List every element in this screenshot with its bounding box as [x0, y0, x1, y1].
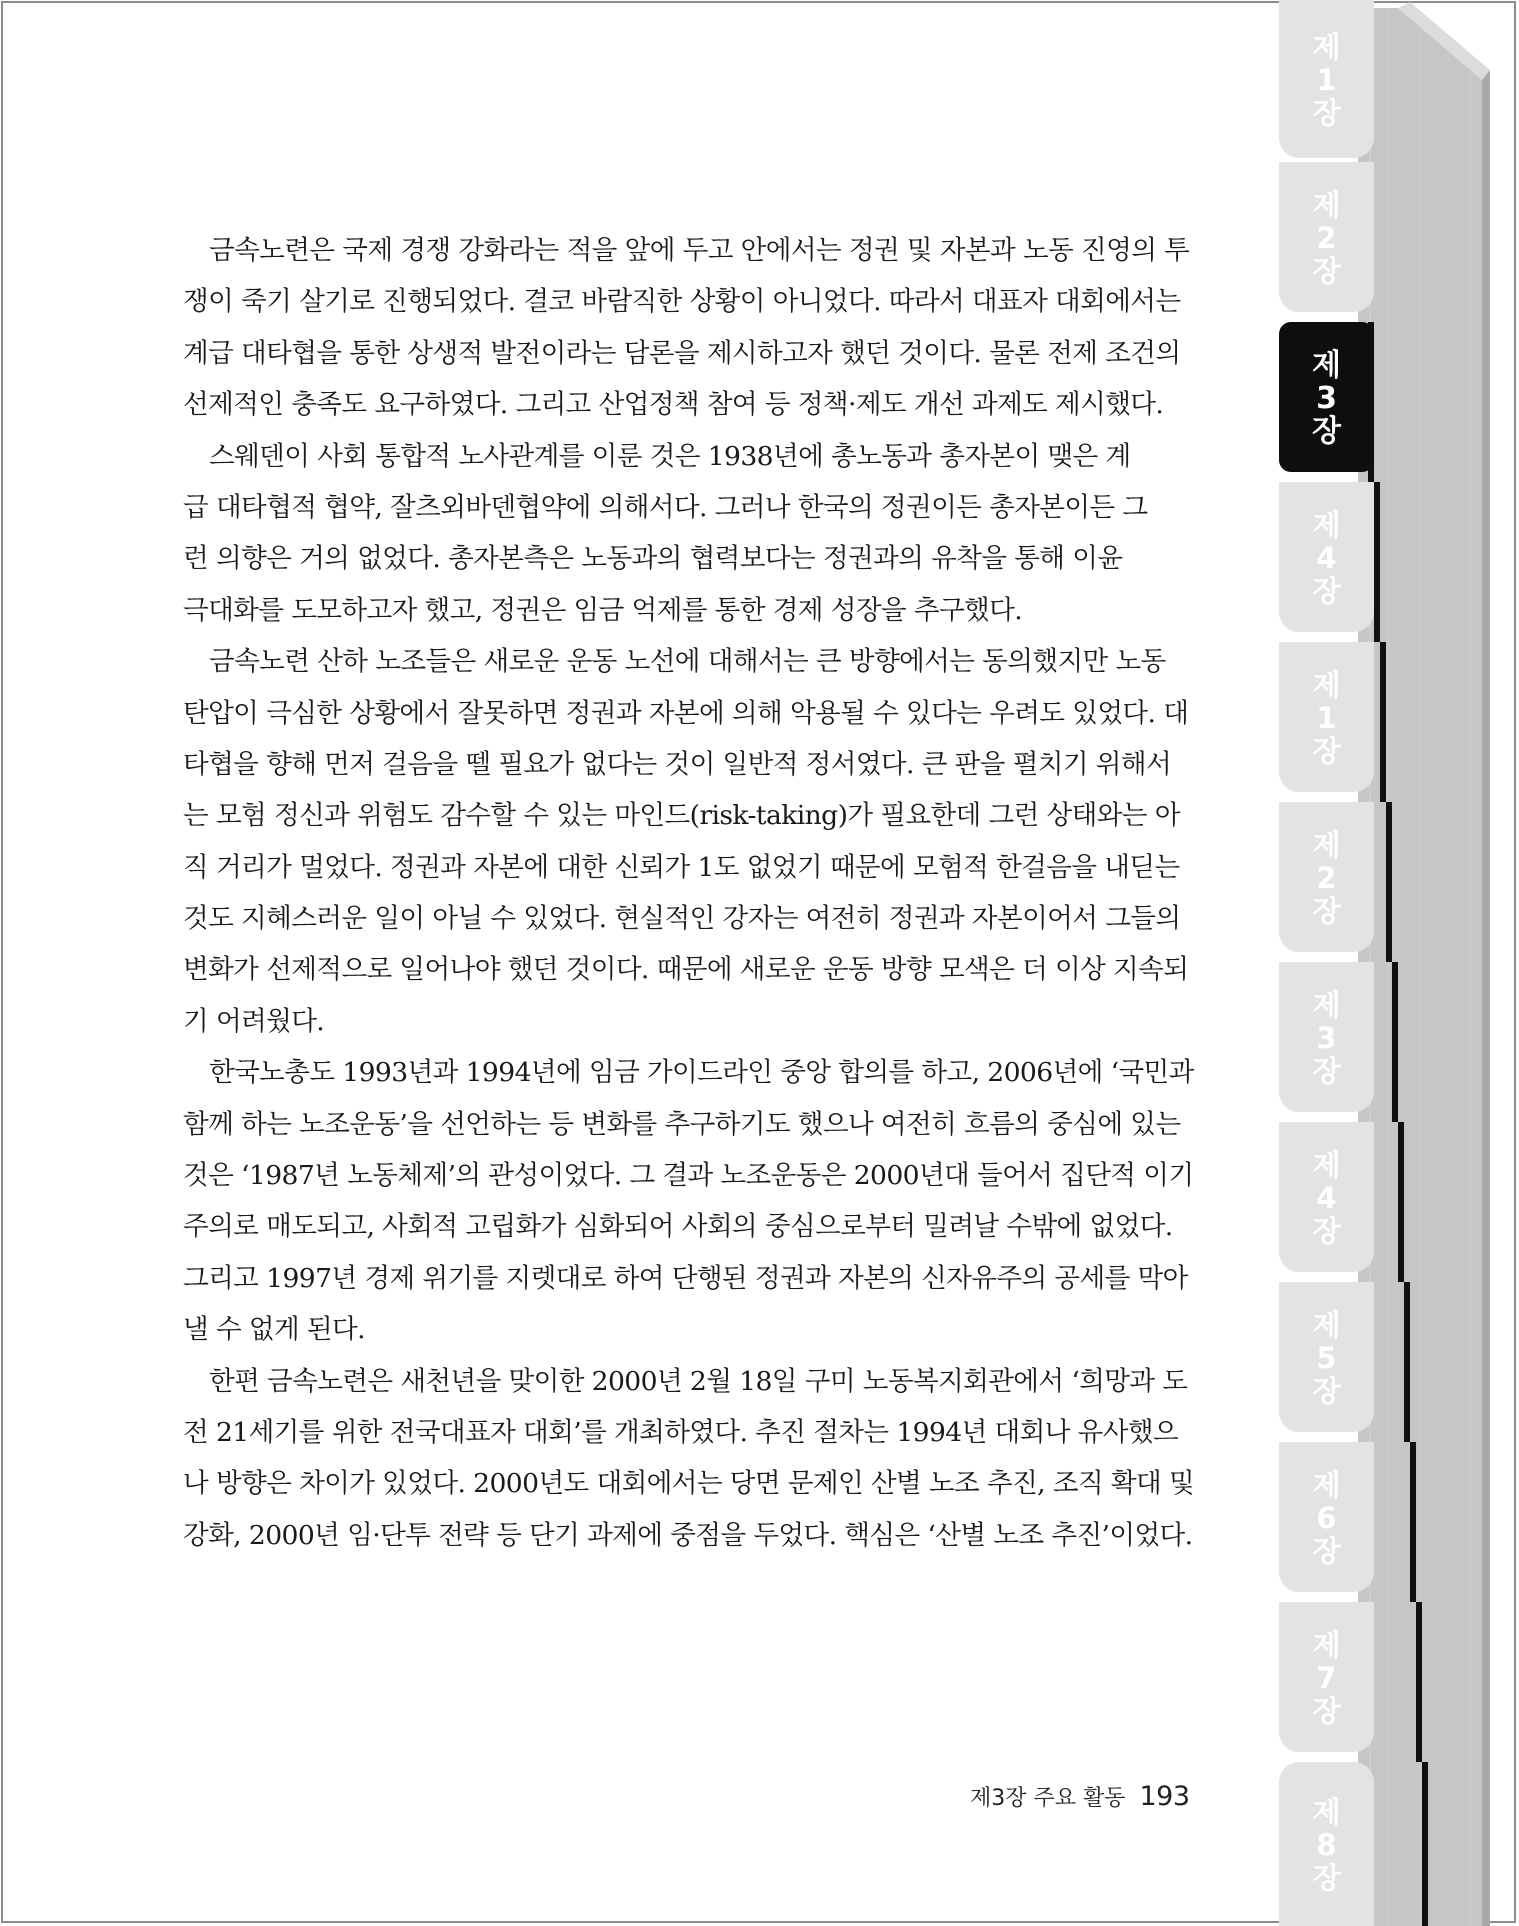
chapter-tab[interactable]: [1279, 1602, 1374, 1752]
text-line: 기 어려웠다.: [183, 1005, 325, 1037]
chapter-tab-char: 1: [1316, 700, 1337, 735]
chapter-tab-char: 제: [1312, 1467, 1341, 1502]
chapter-tab-char: 8: [1316, 1827, 1337, 1862]
body-text: [183, 225, 1195, 1561]
chapter-tab-char: 장: [1312, 733, 1341, 768]
chapter-tab-char: 2: [1316, 860, 1337, 895]
chapter-tab-char: 장: [1312, 1693, 1341, 1728]
chapter-tab-char: 장: [1312, 1213, 1341, 1248]
chapter-tab[interactable]: [1279, 0, 1374, 158]
chapter-tab[interactable]: [1279, 1442, 1374, 1592]
page-edge-graphic: [1358, 0, 1519, 1926]
text-line: 함께 하는 노조운동’을 선언하는 등 변화를 추구하기도 했으나 여전히 흐름의 중심에 있는: [183, 1108, 1181, 1140]
text-line: 한국노총도 1993년과 1994년에 임금 가이드라인 중앙 합의를 하고, 2006년에 ‘국민과: [183, 1057, 1194, 1089]
text-line: 직 거리가 멀었다. 정권과 자본에 대한 신뢰가 1도 없었기 때문에 모험적 한걸음을 내딛는: [183, 851, 1180, 883]
chapter-tab-char: 장: [1312, 95, 1341, 130]
text-line: 타협을 향해 먼저 걸음을 뗄 필요가 없다는 것이 일반적 정서였다. 큰 판을 펼치기 위해서: [183, 748, 1172, 780]
chapter-tab-char: 3: [1316, 380, 1337, 416]
chapter-tab-char: 제: [1312, 29, 1341, 64]
chapter-tab-char: 제: [1312, 667, 1341, 702]
text-line: 변화가 선제적으로 일어나야 했던 것이다. 때문에 새로운 운동 방향 모색은 더 이상 지속되: [183, 954, 1189, 986]
chapter-tab[interactable]: [1279, 1762, 1374, 1926]
running-footer-chapter: 제3장 주요 활동: [970, 1786, 1126, 1811]
chapter-tab[interactable]: [1279, 1282, 1374, 1432]
page-number: 193: [1139, 1781, 1190, 1812]
chapter-tab-char: 제: [1312, 1794, 1341, 1829]
chapter-tab[interactable]: [1279, 802, 1374, 952]
text-line: 스웨덴이 사회 통합적 노사관계를 이룬 것은 1938년에 총노동과 총자본이 맺은 계: [183, 440, 1131, 472]
chapter-tab-char: 제: [1312, 507, 1341, 542]
chapter-tab-char: 장: [1312, 1533, 1341, 1568]
chapter-tab-char: 장: [1312, 573, 1341, 608]
chapter-tab-char: 장: [1312, 413, 1341, 449]
chapter-tab-char: 1: [1316, 62, 1337, 97]
chapter-tab-char: 제: [1312, 987, 1341, 1022]
text-line: 것도 지혜스러운 일이 아닐 수 있었다. 현실적인 강자는 여전히 정권과 자본이어서 그들의: [183, 903, 1181, 935]
text-line: 급 대타협적 협약, 잘츠외바덴협약에 의해서다. 그러나 한국의 정권이든 총자본이든 그: [183, 491, 1148, 523]
edge-tab-marks: [1368, 322, 1428, 1926]
chapter-tab-char: 장: [1312, 253, 1341, 288]
chapter-tab-char: 장: [1312, 1860, 1341, 1895]
text-line: 선제적인 충족도 요구하였다. 그리고 산업정책 참여 등 정책·제도 개선 과제도 제시했다.: [183, 389, 1164, 421]
chapter-tab-char: 제: [1312, 347, 1341, 383]
chapter-tab[interactable]: [1279, 162, 1374, 312]
chapter-tab[interactable]: [1279, 1122, 1374, 1272]
text-line: 나 방향은 차이가 있었다. 2000년도 대회에서는 당면 문제인 산별 노조 추진, 조직 확대 및: [183, 1468, 1195, 1500]
chapter-tab-char: 장: [1312, 893, 1341, 928]
chapter-tab-char: 5: [1316, 1340, 1337, 1375]
chapter-tab-char: 제: [1312, 1627, 1341, 1662]
page-footer: [970, 1781, 1190, 1812]
chapter-tab-char: 장: [1312, 1373, 1341, 1408]
chapter-tab-char: 제: [1312, 1147, 1341, 1182]
text-line: 금속노련 산하 노조들은 새로운 운동 노선에 대해서는 큰 방향에서는 동의했지만 노동: [183, 646, 1166, 678]
chapter-tab-char: 장: [1312, 1053, 1341, 1088]
chapter-tab-char: 4: [1316, 540, 1337, 575]
text-line: 한편 금속노련은 새천년을 맞이한 2000년 2월 18일 구미 노동복지회관에서 ‘희망과 도: [183, 1365, 1188, 1397]
chapter-tab-char: 2: [1316, 220, 1337, 255]
chapter-tab[interactable]: [1279, 962, 1374, 1112]
chapter-tab-char: 3: [1316, 1020, 1337, 1055]
chapter-tab-char: 제: [1312, 1307, 1341, 1342]
text-line: 금속노련은 국제 경쟁 강화라는 적을 앞에 두고 안에서는 정권 및 자본과 노동 진영의 투: [183, 235, 1190, 266]
chapter-tab-char: 제: [1312, 187, 1341, 222]
text-line: 낼 수 없게 된다.: [183, 1314, 365, 1346]
text-line: 쟁이 죽기 살기로 진행되었다. 결코 바람직한 상황이 아니었다. 따라서 대표자 대회에서는: [183, 286, 1181, 318]
text-line: 극대화를 도모하고자 했고, 정권은 임금 억제를 통한 경제 성장을 추구했다.: [183, 594, 1023, 626]
chapter-tab-active[interactable]: [1279, 322, 1374, 472]
chapter-tab-char: 6: [1316, 1500, 1337, 1535]
book-page-edges: [1358, 0, 1519, 1926]
text-line: 주의로 매도되고, 사회적 고립화가 심화되어 사회의 중심으로부터 밀려날 수밖에 없었다.: [183, 1211, 1173, 1243]
text-line: 전 21세기를 위한 전국대표자 대회’를 개최하였다. 추진 절차는 1994년 대회나 유사했으: [183, 1416, 1179, 1448]
chapter-tab[interactable]: [1279, 642, 1374, 792]
text-line: 는 모험 정신과 위험도 감수할 수 있는 마인드(risk-taking)가 필요한데 그런 상태와는 아: [183, 800, 1180, 832]
text-line: 것은 ‘1987년 노동체제’의 관성이었다. 그 결과 노조운동은 2000년대 들어서 집단적 이기: [183, 1160, 1194, 1192]
text-line: 그리고 1997년 경제 위기를 지렛대로 하여 단행된 정권과 자본의 신자유주의 공세를 막아: [183, 1262, 1188, 1294]
chapter-tab-char: 7: [1316, 1660, 1337, 1695]
chapter-tab-char: 4: [1316, 1180, 1337, 1215]
chapter-tab[interactable]: [1279, 482, 1374, 632]
text-line: 탄압이 극심한 상황에서 잘못하면 정권과 자본에 의해 악용될 수 있다는 우려도 있었다. 대: [183, 697, 1189, 729]
text-line: 강화, 2000년 임·단투 전략 등 단기 과제에 중점을 두었다. 핵심은 ‘산별 노조 추진’이었다.: [183, 1519, 1193, 1551]
text-line: 런 의향은 거의 없었다. 총자본측은 노동과의 협력보다는 정권과의 유착을 통해 이윤: [183, 543, 1123, 575]
chapter-tab-char: 제: [1312, 827, 1341, 862]
text-line: 계급 대타협을 통한 상생적 발전이라는 담론을 제시하고자 했던 것이다. 물론 전제 조건의: [183, 337, 1181, 369]
